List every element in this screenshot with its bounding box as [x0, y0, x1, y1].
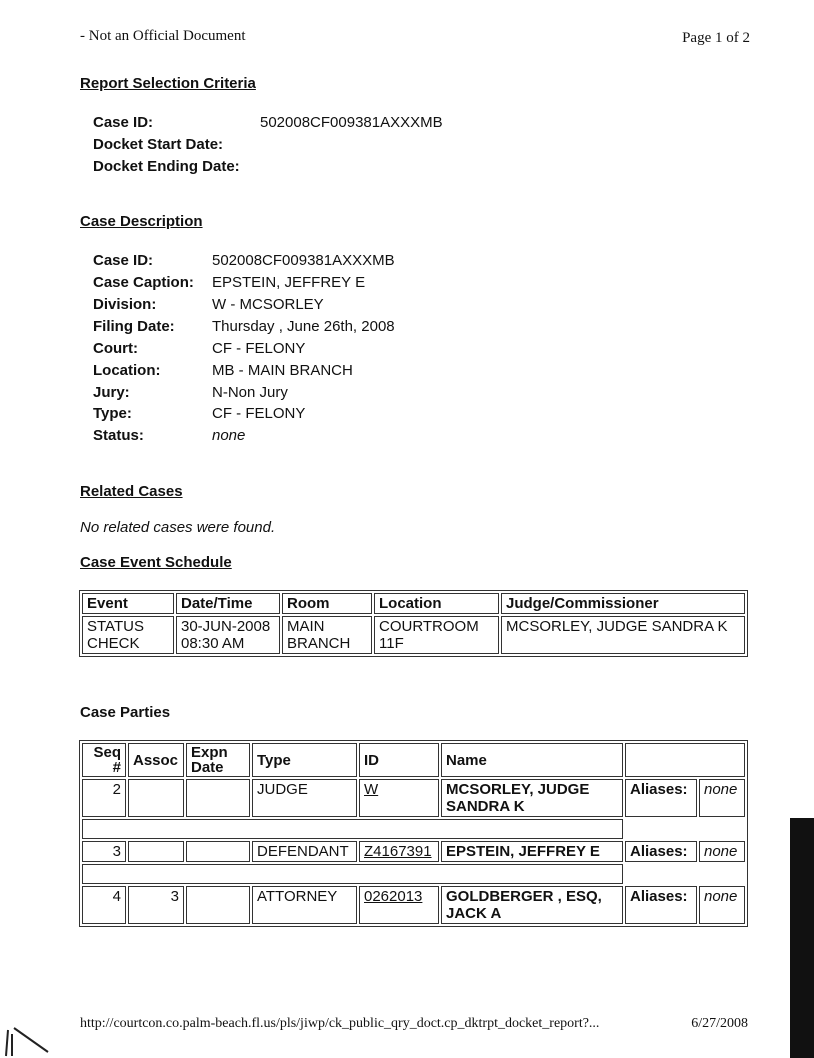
desc-label: Division:	[93, 296, 157, 313]
event-schedule-title: Case Event Schedule	[80, 554, 232, 571]
type-cell: ATTORNEY	[252, 886, 357, 924]
desc-row	[93, 362, 353, 379]
criteria-docket-end	[93, 158, 240, 175]
criteria-case-id-value: 502008CF009381AXXXMB	[260, 114, 443, 131]
col-event: Event	[82, 593, 174, 614]
party-id-link[interactable]: W	[364, 781, 379, 798]
assoc-cell: 3	[128, 886, 184, 924]
related-cases-title: Related Cases	[80, 483, 183, 500]
assoc-cell	[128, 841, 184, 862]
docket-start-label: Docket Start Date:	[93, 136, 224, 153]
name-line: JACK A	[446, 905, 502, 922]
footer-date: 6/27/2008	[691, 1016, 748, 1031]
name-cell	[441, 841, 623, 862]
desc-row	[93, 274, 365, 291]
col-id: ID	[359, 743, 439, 777]
desc-row	[93, 427, 245, 444]
desc-label: Case Caption:	[93, 274, 194, 291]
scan-mark-artifact	[0, 1022, 60, 1058]
name-line: MCSORLEY, JUDGE	[446, 781, 590, 798]
col-seq	[82, 743, 126, 777]
col-expn	[186, 743, 250, 777]
desc-value: Thursday , June 26th, 2008	[212, 318, 395, 335]
desc-value: N-Non Jury	[212, 384, 288, 401]
col-judge: Judge/Commissioner	[501, 593, 745, 614]
seq-header-line: #	[112, 759, 121, 776]
judge-cell: MCSORLEY, JUDGE SANDRA K	[501, 616, 745, 654]
type-cell: JUDGE	[252, 779, 357, 817]
col-aliases	[625, 743, 745, 777]
desc-value: CF - FELONY	[212, 405, 306, 422]
col-location: Location	[374, 593, 499, 614]
table-row	[82, 886, 745, 924]
desc-label: Court:	[93, 340, 138, 357]
desc-value: MB - MAIN BRANCH	[212, 362, 353, 379]
name-line: EPSTEIN, JEFFREY E	[446, 843, 600, 860]
desc-row	[93, 318, 395, 335]
desc-label: Status:	[93, 427, 144, 444]
table-row	[82, 779, 745, 817]
table-header-row	[82, 743, 745, 777]
desc-label: Filing Date:	[93, 318, 175, 335]
event-cell	[82, 616, 174, 654]
desc-row	[93, 384, 288, 401]
seq-cell: 3	[82, 841, 126, 862]
criteria-title: Report Selection Criteria	[80, 75, 256, 92]
col-assoc: Assoc	[128, 743, 184, 777]
desc-value: CF - FELONY	[212, 340, 306, 357]
related-cases-message: No related cases were found.	[80, 519, 276, 536]
case-description-title: Case Description	[80, 213, 203, 230]
desc-label: Type:	[93, 405, 132, 422]
aliases-label: Aliases:	[625, 779, 697, 817]
footer-url: http://courtcon.co.palm-beach.fl.us/pls/jiwp/ck_public_qry_doct.cp_dktrpt_docket_report?...	[80, 1016, 600, 1031]
event-line: STATUS	[87, 618, 144, 635]
desc-label: Case ID:	[93, 252, 154, 269]
assoc-cell	[128, 779, 184, 817]
expn-header-line: Expn	[191, 744, 228, 761]
desc-row	[93, 252, 395, 269]
col-type: Type	[252, 743, 357, 777]
room-cell	[282, 616, 372, 654]
criteria-case-id-label: Case ID:	[93, 114, 154, 131]
date-line: 30-JUN-2008	[181, 618, 271, 635]
col-room: Room	[282, 593, 372, 614]
document-disclaimer: - Not an Official Document	[80, 28, 246, 44]
col-datetime: Date/Time	[176, 593, 280, 614]
party-id-link[interactable]: Z4167391	[364, 843, 432, 860]
time-line: 08:30 AM	[181, 635, 245, 652]
name-line: GOLDBERGER , ESQ,	[446, 888, 602, 905]
party-id-link[interactable]: 0262013	[364, 888, 423, 905]
event-schedule-table	[79, 590, 748, 657]
table-row	[82, 841, 745, 862]
name-line: SANDRA K	[446, 798, 525, 815]
location-line: COURTROOM	[379, 618, 479, 635]
aliases-value: none	[699, 779, 745, 817]
case-parties-title: Case Parties	[80, 704, 171, 721]
case-parties-table	[79, 740, 748, 927]
col-name: Name	[441, 743, 623, 777]
event-line: CHECK	[87, 635, 140, 652]
seq-cell: 4	[82, 886, 126, 924]
room-line: MAIN	[287, 618, 325, 635]
docket-end-label: Docket Ending Date:	[93, 158, 240, 175]
criteria-case-id	[93, 114, 443, 131]
room-line: BRANCH	[287, 635, 351, 652]
scan-edge-artifact	[790, 818, 814, 1058]
seq-header-line: Seq	[93, 744, 121, 761]
spacer-cell	[82, 819, 623, 839]
aliases-value: none	[699, 886, 745, 924]
expn-header-line: Date	[191, 759, 224, 776]
criteria-docket-start	[93, 136, 223, 153]
expn-cell	[186, 779, 250, 817]
desc-value: W - MCSORLEY	[212, 296, 324, 313]
datetime-cell	[176, 616, 280, 654]
location-line: 11F	[379, 635, 404, 652]
id-cell	[359, 779, 439, 817]
name-cell	[441, 779, 623, 817]
id-cell	[359, 841, 439, 862]
name-cell	[441, 886, 623, 924]
desc-value: EPSTEIN, JEFFREY E	[212, 274, 366, 291]
id-cell	[359, 886, 439, 924]
aliases-label: Aliases:	[625, 886, 697, 924]
desc-row	[93, 340, 305, 357]
type-cell: DEFENDANT	[252, 841, 357, 862]
desc-row	[93, 296, 324, 313]
aliases-value: none	[699, 841, 745, 862]
expn-cell	[186, 886, 250, 924]
desc-value: 502008CF009381AXXXMB	[212, 252, 395, 269]
page-number: Page 1 of 2	[682, 30, 750, 46]
desc-label: Jury:	[93, 384, 130, 401]
desc-row	[93, 405, 305, 422]
status-value: none	[212, 427, 246, 444]
desc-label: Location:	[93, 362, 161, 379]
table-header-row	[82, 593, 745, 614]
spacer-cell	[82, 864, 623, 884]
expn-cell	[186, 841, 250, 862]
seq-cell: 2	[82, 779, 126, 817]
spacer-row	[82, 819, 745, 839]
aliases-label: Aliases:	[625, 841, 697, 862]
location-cell	[374, 616, 499, 654]
spacer-row	[82, 864, 745, 884]
table-row	[82, 616, 745, 654]
